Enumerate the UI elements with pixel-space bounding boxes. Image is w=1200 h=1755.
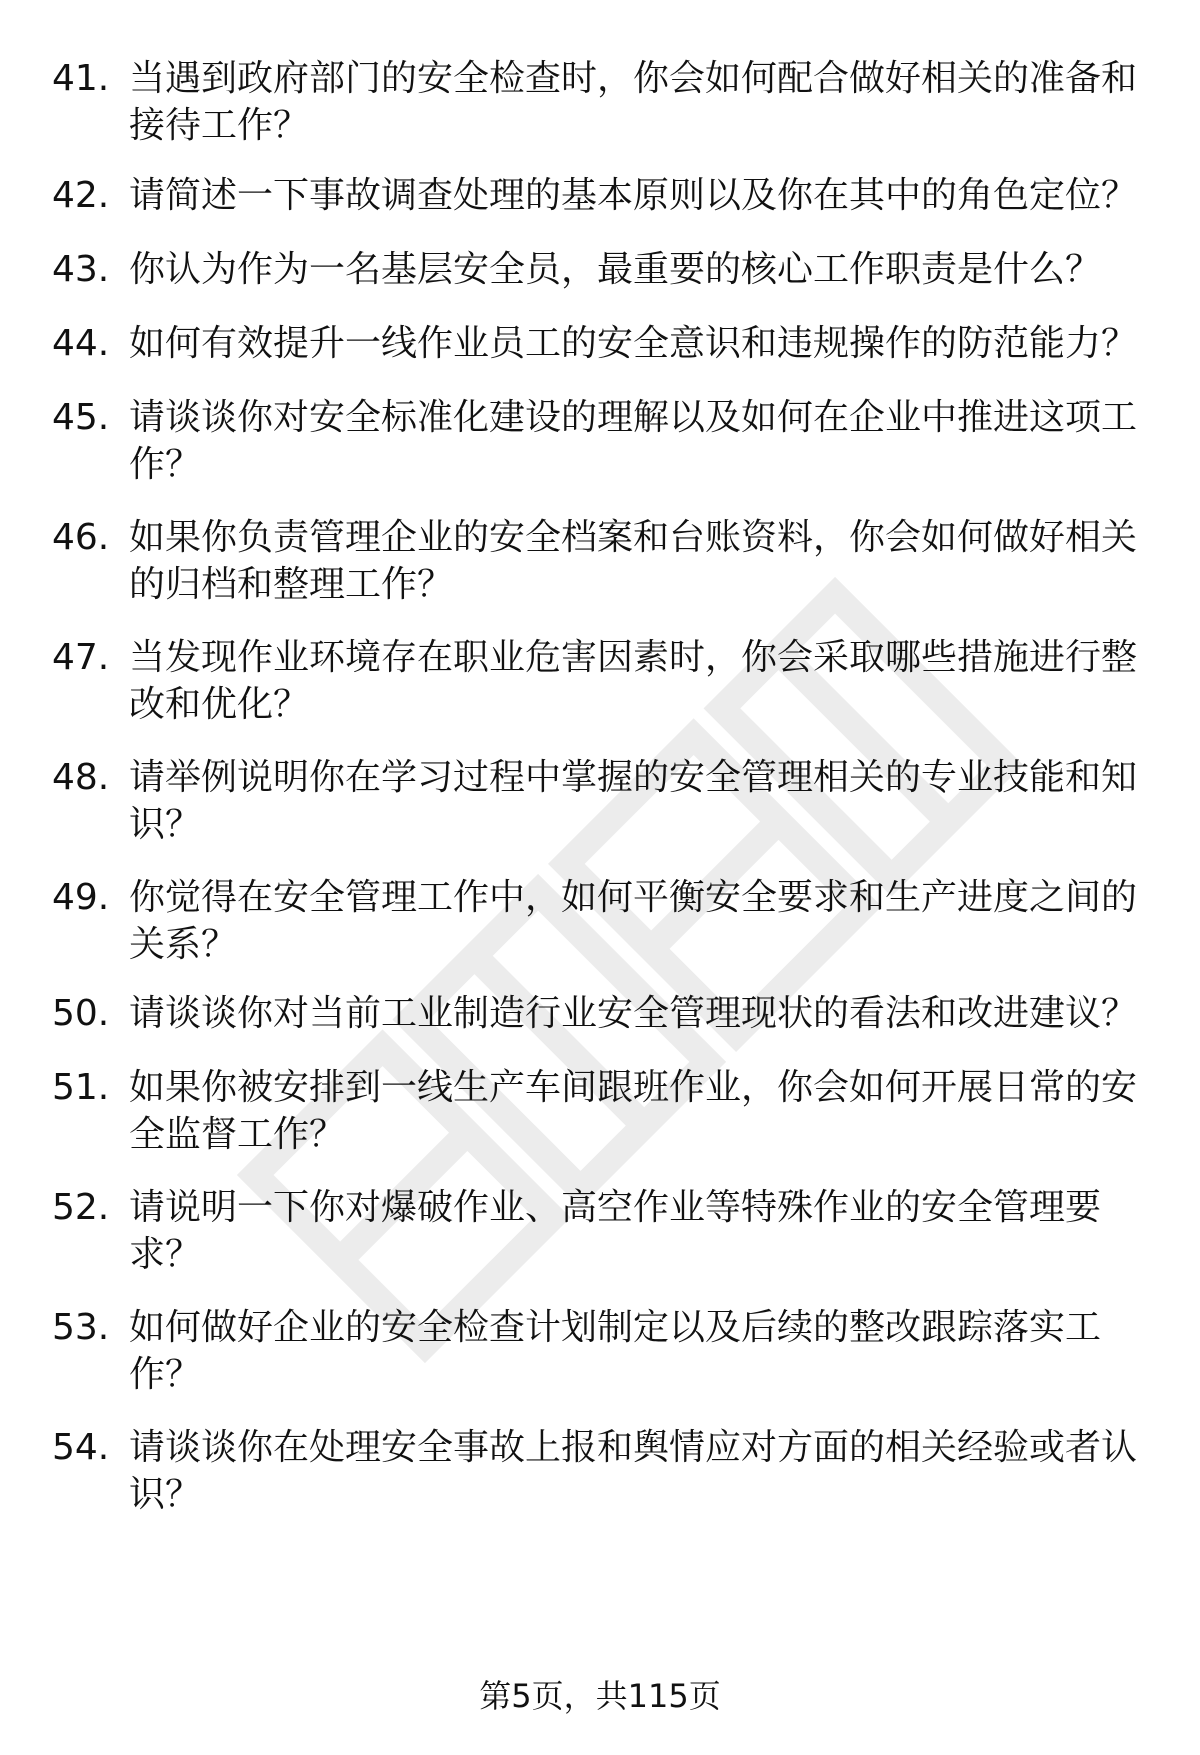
question-text: 如何有效提升一线作业员工的安全意识和违规操作的防范能力？: [129, 323, 1138, 364]
question-text: 请简述一下事故调查处理的基本原则以及你在其中的角色定位？: [129, 175, 1138, 216]
question-text: 请谈谈你在处理安全事故上报和舆情应对方面的相关经验或者认识？: [129, 1427, 1138, 1515]
question-number: 54.: [52, 1427, 110, 1468]
question-number: 53.: [52, 1307, 110, 1348]
question-number: 47.: [52, 637, 110, 678]
question-text: 你觉得在安全管理工作中，如何平衡安全要求和生产进度之间的关系？: [129, 877, 1138, 965]
question-text: 你认为作为一名基层安全员，最重要的核心工作职责是什么？: [129, 249, 1102, 290]
question-text: 当遇到政府部门的安全检查时，你会如何配合做好相关的准备和接待工作？: [129, 58, 1138, 146]
question-number: 41.: [52, 58, 110, 99]
question-text: 请谈谈你对安全标准化建设的理解以及如何在企业中推进这项工作？: [129, 397, 1138, 485]
question-number: 43.: [52, 249, 110, 290]
question-number: 45.: [52, 397, 110, 438]
question-text: 如果你负责管理企业的安全档案和台账资料，你会如何做好相关的归档和整理工作？: [129, 517, 1138, 605]
question-text: 请谈谈你对当前工业制造行业安全管理现状的看法和改进建议？: [129, 993, 1138, 1034]
question-number: 50.: [52, 993, 110, 1034]
question-number: 42.: [52, 175, 110, 216]
question-text: 如果你被安排到一线生产车间跟班作业，你会如何开展日常的安全监督工作？: [129, 1067, 1138, 1155]
question-number: 49.: [52, 877, 110, 918]
question-text: 请举例说明你在学习过程中掌握的安全管理相关的专业技能和知识？: [129, 757, 1138, 845]
question-number: 48.: [52, 757, 110, 798]
question-number: 52.: [52, 1187, 110, 1228]
question-number: 46.: [52, 517, 110, 558]
question-text: 当发现作业环境存在职业危害因素时，你会采取哪些措施进行整改和优化？: [129, 637, 1138, 725]
question-text: 请说明一下你对爆破作业、高空作业等特殊作业的安全管理要求？: [129, 1187, 1102, 1275]
question-text: 如何做好企业的安全检查计划制定以及后续的整改跟踪落实工作？: [129, 1307, 1102, 1395]
question-number: 44.: [52, 323, 110, 364]
page-footer: 第5页，共115页: [479, 1677, 721, 1715]
question-number: 51.: [52, 1067, 110, 1108]
